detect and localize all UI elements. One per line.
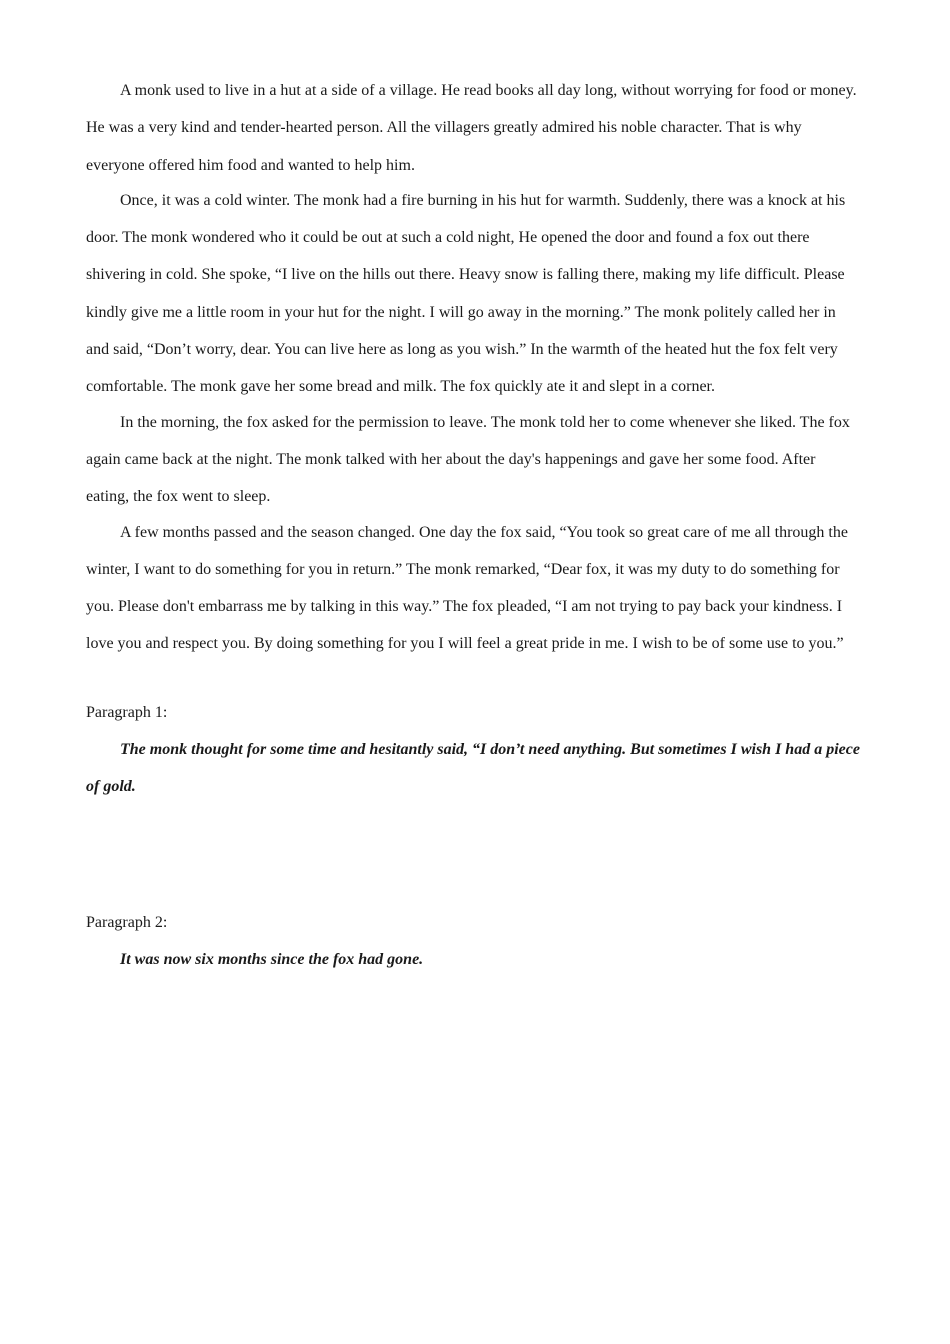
story-paragraph-2: Once, it was a cold winter. The monk had a fire burning in his hut for warmth. Suddenly, there was a knock at his door. The monk wondered who it could be out at such a cold night, He opened the door and found a fox out there shivering in cold. She spoke, “I live on the hills out there. Heavy snow is falling there, making my life difficult. Please kindly give me a little room in your hut for the night. I will go away in the morning.” The monk politely called her in and said, “Don’t worry, dear. You can live here as long as you wish.” In the warmth of the heated hut the fox felt very comfortable. The monk gave her some bread and milk. The fox quickly ate it and slept in a corner. [86,191,846,396]
story-paragraph-4: A few months passed and the season changed. One day the fox said, “You took so great care of me all through the winter, I want to do something for you in return.” The monk remarked, “Dear fox, it was my duty to do something for you. Please don't embarrass me by talking in this way.” The fox pleaded, “I am not trying to pay back your kindness. I love you and respect you. By doing something for you I will feel a great pride in me. I wish to be of some use to you.” [86,523,848,653]
paragraph-2-heading: Paragraph 2: [86,914,168,932]
paragraph-2-starter: It was now six months since the fox had gone. [120,951,424,969]
story-paragraph-3: In the morning, the fox asked for the permission to leave. The monk told her to come whenever she liked. The fox again came back at the night. The monk talked with her about the day's happenings and gave her some food. After eating, the fox went to sleep. [86,413,850,506]
story-paragraph-1: A monk used to live in a hut at a side of a village. He read books all day long, without worrying for food or money. He was a very kind and tender-hearted person. All the villagers greatly admired his noble character. That is why everyone offered him food and wanted to help him. [86,82,857,174]
paragraph-1-heading: Paragraph 1: [86,703,168,721]
story-text [86,72,860,663]
paragraph-1-starter: The monk thought for some time and hesitantly said, “I don’t need anything. But sometimes I wish I had a piece of gold. [86,740,860,796]
